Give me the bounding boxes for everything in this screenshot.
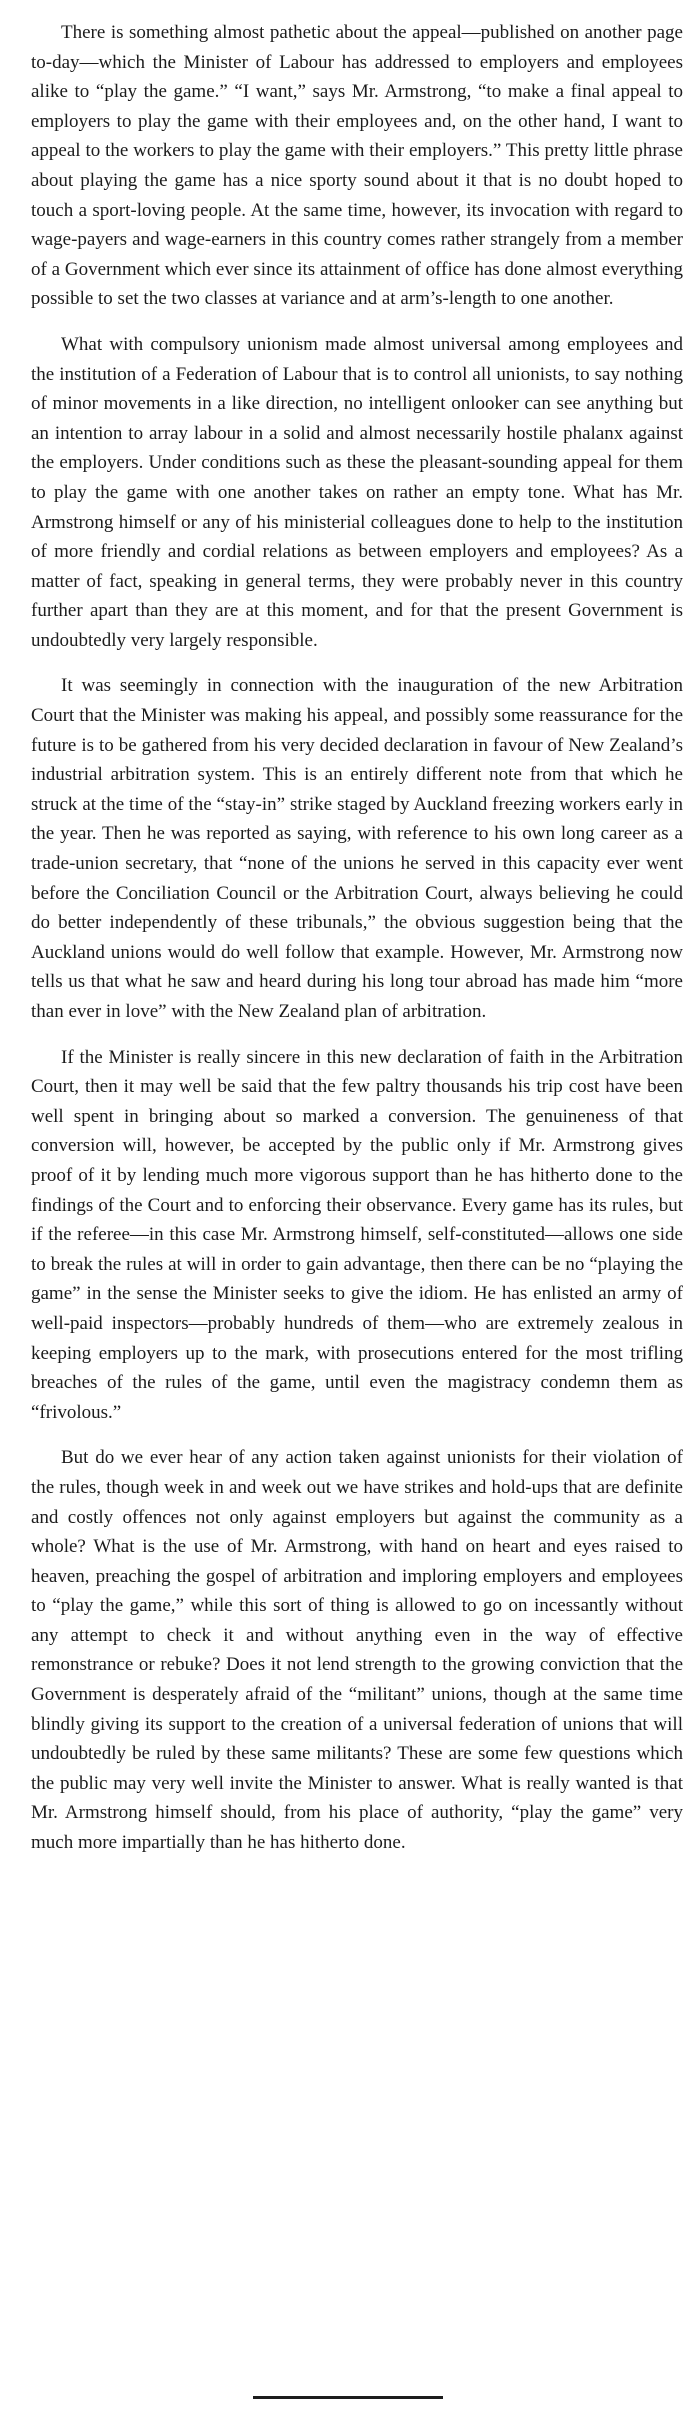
article-paragraph-5: But do we ever hear of any action taken against unionists for their violation of the rules, though week in and week out we have strikes and hold-ups that are definite and costly offences not only against employers but against the community as a whole? What is the use of Mr. Armstrong, with hand on heart and eyes raised to heaven, preaching the gospel of arbitration and imploring employers and employees to “play the game,” while this sort of thing is allowed to go on incessantly without any attempt to check it and without anything even in the way of effective remonstrance or rebuke? Does it not lend strength to the growing conviction that the Government is desperately afraid of the “militant” unions, though at the same time blindly giving its support to the creation of a universal federation of unions that will undoubtedly be ruled by these same militants? These are some few questions which the public may very well invite the Minister to answer. What is really wanted is that Mr. Armstrong himself should, from his place of authority, “play the game” very much more impartially than he has hitherto done. — [31, 1447, 683, 1854]
article-paragraph-1: There is something almost pathetic about the appeal—published on another page to-day—which the Minister of Labour has addressed to employers and employees alike to “play the game.” “I want,” says Mr. Armstrong, “to make a final appeal to employers to play the game with their employees and, on the other hand, I want to appeal to the workers to play the game with their employers.” This pretty little phrase about playing the game has a nice sporty sound about it that is no doubt hoped to touch a sport-loving people. At the same time, however, its invocation with regard to wage-payers and wage-earners in this country comes rather strangely from a member of a Government which ever since its attainment of office has done almost everything possible to set the two classes at variance and at arm’s-length to one another. — [31, 22, 683, 310]
article-paragraph-4: If the Minister is really sincere in this new declaration of faith in the Arbitration Court, then it may well be said that the few paltry thousands his trip cost have been well spent in bringing about so marked a conversion. The genuineness of that conversion will, however, be accepted by the public only if Mr. Armstrong gives proof of it by lending much more vigorous support than he has hitherto done to the findings of the Court and to enforcing their observance. Every game has its rules, but if the referee—in this case Mr. Armstrong himself, self-constituted—allows one side to break the rules at will in order to gain advantage, then there can be no “playing the game” in the sense the Minister seeks to give the idiom. He has enlisted an army of well-paid inspectors—probably hundreds of them—who are extremely zealous in keeping employers up to the mark, with prosecutions entered for the most trifling breaches of the rules of the game, until even the magistracy condemn them as “frivolous.” — [31, 1046, 683, 1423]
end-rule-divider — [253, 2396, 443, 2399]
article-body — [31, 18, 683, 1874]
article-paragraph-3: It was seemingly in connection with the inauguration of the new Arbitration Court that the Minister was making his appeal, and possibly some reassurance for the future is to be gathered from his very decided declaration in favour of New Zealand’s industrial arbitration system. This is an entirely different note from that which he struck at the time of the “stay-in” strike staged by Auckland freezing workers early in the year. Then he was reported as saying, with reference to his own long career as a trade-union secretary, that “none of the unions he served in this capacity ever went before the Conciliation Council or the Arbitration Court, always believing he could do better independently of these tribunals,” the obvious suggestion being that the Auckland unions would do well follow that example. However, Mr. Armstrong now tells us that what he saw and heard during his long tour abroad has made him “more than ever in love” with the New Zealand plan of arbitration. — [31, 675, 683, 1022]
article-paragraph-2: What with compulsory unionism made almost universal among employees and the institution of a Federation of Labour that is to control all unionists, to say nothing of minor movements in a like direction, no intelligent onlooker can see anything but an intention to array labour in a solid and almost necessarily hostile phalanx against the employers. Under conditions such as these the pleasant-sounding appeal for them to play the game with one another takes on rather an empty tone. What has Mr. Armstrong himself or any of his ministerial colleagues done to help to the institution of more friendly and cordial relations as between employers and employees? As a matter of fact, speaking in general terms, they were probably never in this country further apart than they are at this moment, and for that the present Government is undoubtedly very largely responsible. — [31, 333, 683, 651]
